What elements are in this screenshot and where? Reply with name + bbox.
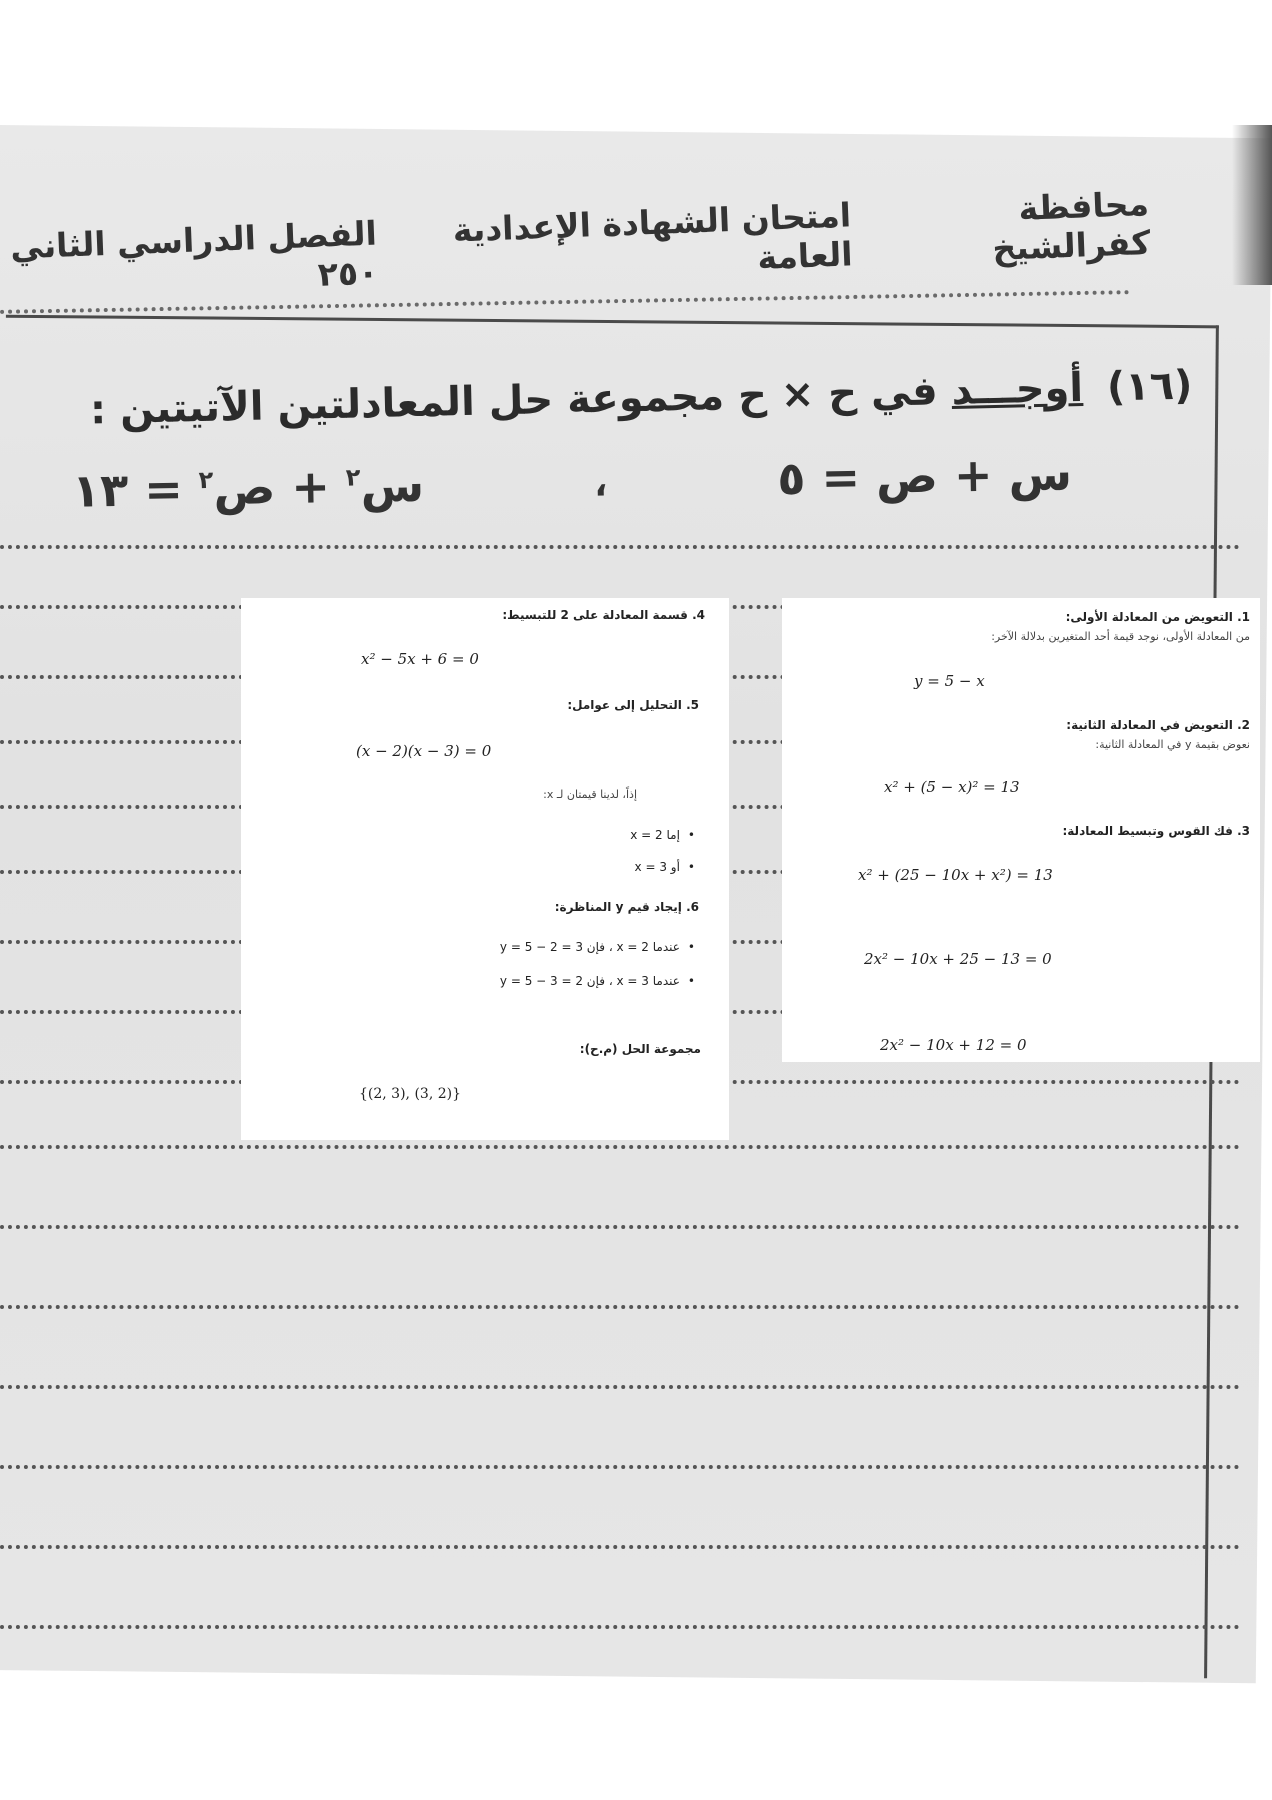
step-3-title: 3. فك القوس وتبسيط المعادلة: (1062, 824, 1250, 838)
eq2-exp-1: ٢ (345, 463, 361, 492)
step-1-title: 1. التعويض من المعادلة الأولى: (1065, 610, 1250, 624)
answer-line (0, 1145, 1240, 1149)
step-3-equation-3: 2x² − 10x + 12 = 0 (880, 1036, 1027, 1054)
step-5-text: إذاً، لدينا قيمتان لـ x: (543, 788, 637, 801)
case-x-2: • إما x = 2 (630, 828, 695, 842)
equation-1: س + ص = ٥ (776, 446, 1073, 506)
answer-line (0, 1225, 1240, 1229)
step-5-equation: (x − 2)(x − 3) = 0 (356, 742, 492, 760)
step-2-equation: x² + (5 − x)² = 13 (884, 778, 1020, 796)
solution-card-right (782, 598, 1260, 1062)
step-1-equation: y = 5 − x (914, 672, 985, 690)
answer-line (0, 545, 1240, 549)
step-5-title: 5. التحليل إلى عوامل: (567, 698, 699, 712)
answer-line (0, 1625, 1240, 1629)
eq2-rhs: = ١٣ (71, 461, 200, 518)
solution-set-title: مجموعة الحل (م.ح): (579, 1042, 701, 1056)
paper-shadow (1232, 125, 1272, 285)
step-4-title: 4. قسمة المعادلة على 2 للتبسيط: (502, 608, 705, 622)
eq2-mid: + ص (212, 458, 347, 516)
governorate-label: محافظة كفرالشيخ (991, 183, 1152, 268)
question-verb: أوجـــد (950, 364, 1084, 414)
step-2-title: 2. التعويض في المعادلة الثانية: (1066, 718, 1250, 732)
step-2-text: نعوض بقيمة y في المعادلة الثانية: (1095, 738, 1250, 751)
equation-2 (72, 458, 425, 518)
exam-title: امتحان الشهادة الإعدادية العامة (452, 195, 854, 277)
step-4-equation: x² − 5x + 6 = 0 (361, 650, 479, 668)
solution-set: {(2, 3), (3, 2)} (359, 1086, 461, 1102)
answer-line (0, 1305, 1240, 1309)
question-text: في ح × ح مجموعة حل المعادلتين الآتيتين : (89, 368, 938, 434)
case-y-when-x-2: • عندما x = 2 ، فإن y = 5 − 2 = 3 (500, 940, 695, 954)
solution-card-left (241, 598, 729, 1140)
answer-line (0, 1385, 1240, 1389)
answer-line (0, 1465, 1240, 1469)
step-3-equation-2: 2x² − 10x + 25 − 13 = 0 (864, 950, 1052, 968)
step-3-equation-1: x² + (25 − 10x + x²) = 13 (858, 866, 1053, 884)
step-6-title: 6. إيجاد قيم y المناظرة: (554, 900, 699, 914)
answer-line (0, 1545, 1240, 1549)
eq2-base: س (360, 457, 425, 513)
term-label: الفصل الدراسي الثاني ٢٥٠ (9, 213, 379, 294)
case-x-3: • أو x = 3 (635, 860, 695, 874)
case-y-when-x-3: • عندما x = 3 ، فإن y = 5 − 3 = 2 (500, 974, 695, 988)
equation-separator: ، (593, 464, 608, 505)
question-number: (١٦) (1105, 362, 1193, 411)
step-1-text: من المعادلة الأولى، نوجد قيمة أحد المتغيرين بدلالة الآخر: (991, 630, 1250, 643)
eq2-exp-2: ٢ (198, 465, 214, 495)
